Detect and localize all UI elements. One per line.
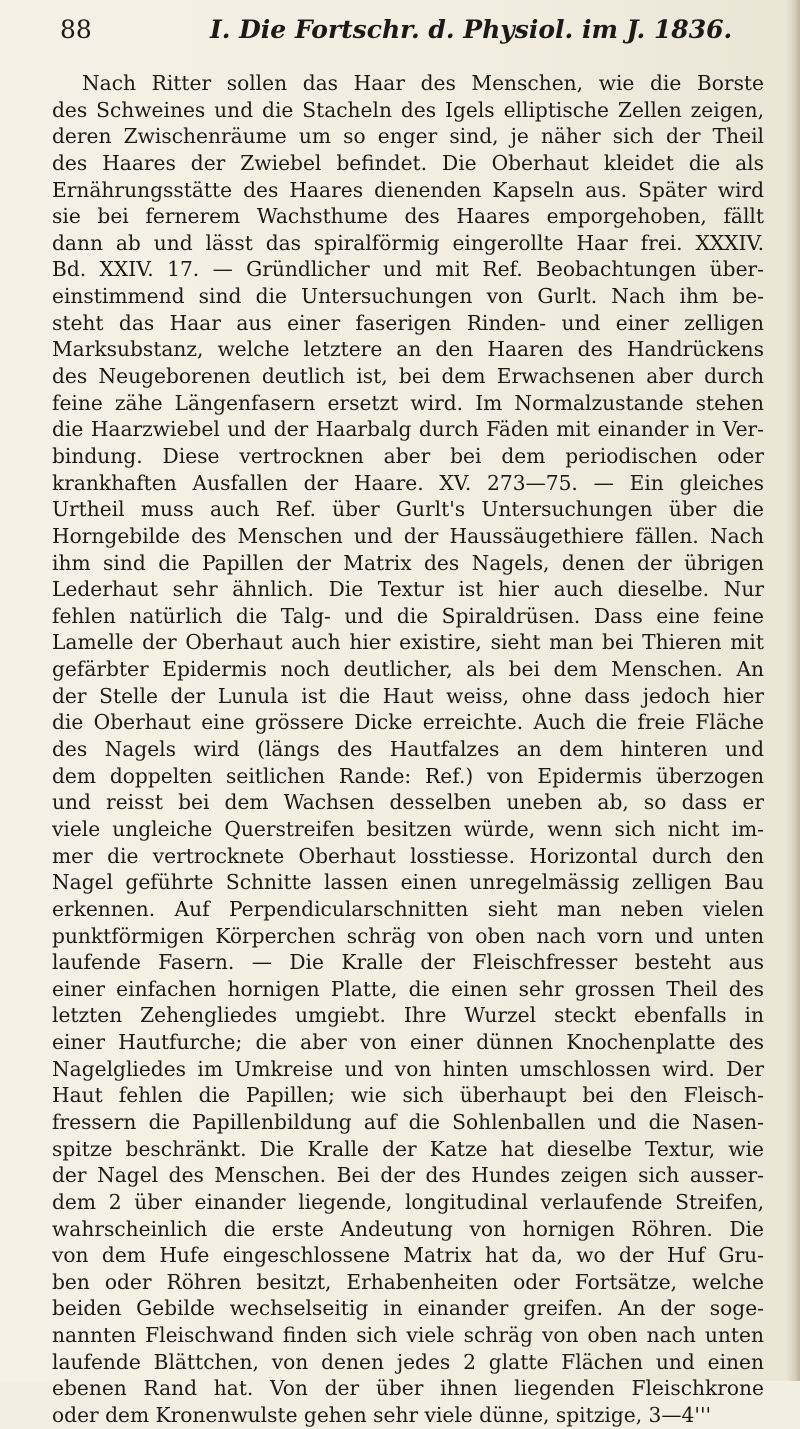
- text-line: dem doppelten seitlichen Rande: Ref.) von Epidermis überzogen: [52, 763, 764, 788]
- text-line: letzten Zehengliedes umgiebt. Ihre Wurzel steckt ebenfalls in: [52, 1003, 764, 1028]
- page-header: [60, 10, 760, 50]
- text-line: Urtheil muss auch Ref. über Gurlt's Untersuchungen über die: [52, 497, 764, 522]
- text-line: gefärbter Epidermis noch deutlicher, als bei dem Menschen. An: [52, 657, 764, 682]
- text-line: des Haares der Zwiebel befindet. Die Oberhaut kleidet die als: [52, 150, 764, 175]
- text-line: erkennen. Auf Perpendicularschnitten sieht man neben vielen: [52, 896, 764, 921]
- text-line: Nagelgliedes im Umkreise und von hinten umschlossen wird. Der: [52, 1056, 764, 1081]
- page-edge-shadow: [786, 0, 800, 1381]
- text-line: ebenen Rand hat. Von der über ihnen liegenden Fleischkrone: [52, 1376, 764, 1401]
- text-line: feine zähe Längenfasern ersetzt wird. Im Normalzustande stehen: [52, 390, 764, 415]
- text-line: fressern die Papillenbildung auf die Sohlenballen und die Nasen-: [52, 1109, 764, 1134]
- text-line: Lederhaut sehr ähnlich. Die Textur ist hier auch dieselbe. Nur: [52, 577, 764, 602]
- text-line: steht das Haar aus einer faserigen Rinden- und einer zelligen: [52, 310, 764, 335]
- text-line: einstimmend sind die Untersuchungen von Gurlt. Nach ihm be-: [52, 284, 764, 309]
- text-line: dann ab und lässt das spiralförmig eingerollte Haar frei. XXXIV.: [52, 230, 764, 255]
- text-line: punktförmigen Körperchen schräg von oben nach vorn und unten: [52, 923, 764, 948]
- text-line: spitze beschränkt. Die Kralle der Katze hat dieselbe Textur, wie: [52, 1136, 764, 1161]
- text-line: ben oder Röhren besitzt, Erhabenheiten oder Fortsätze, welche: [52, 1269, 764, 1294]
- text-line: Lamelle der Oberhaut auch hier existire, sieht man bei Thieren mit: [52, 630, 764, 655]
- text-line: die Oberhaut eine grössere Dicke erreichte. Auch die freie Fläche: [52, 710, 764, 735]
- text-line: fehlen natürlich die Talg- und die Spiraldrüsen. Dass eine feine: [52, 603, 764, 628]
- text-line: einer einfachen hornigen Platte, die einen sehr grossen Theil des: [52, 976, 764, 1001]
- text-line: und reisst bei dem Wachsen desselben uneben ab, so dass er: [52, 790, 764, 815]
- text-line: oder dem Kronenwulste gehen sehr viele dünne, spitzige, 3—4''': [52, 1403, 712, 1428]
- text-line: der Nagel des Menschen. Bei der des Hundes zeigen sich ausser-: [52, 1163, 764, 1188]
- text-line: mer die vertrocknete Oberhaut losstiesse. Horizontal durch den: [52, 843, 764, 868]
- text-line: deren Zwischenräume um so enger sind, je näher sich der Theil: [52, 124, 764, 149]
- text-line: laufende Blättchen, von denen jedes 2 glatte Flächen und einen: [52, 1349, 764, 1374]
- text-line: des Nagels wird (längs des Hautfalzes an dem hinteren und: [52, 737, 764, 762]
- text-line: Nagel geführte Schnitte lassen einen unregelmässig zelligen Bau: [52, 870, 764, 895]
- text-line: beiden Gebilde wechselseitig in einander greifen. An der soge-: [52, 1296, 764, 1321]
- text-line: bindung. Diese vertrocknen aber bei dem periodischen oder: [52, 443, 764, 468]
- text-line: ihm sind die Papillen der Matrix des Nagels, denen der übrigen: [52, 550, 764, 575]
- text-line: einer Hautfurche; die aber von einer dünnen Knochenplatte des: [52, 1030, 764, 1055]
- text-line: krankhaften Ausfallen der Haare. XV. 273—75. — Ein gleiches: [52, 470, 764, 495]
- text-line: sie bei fernerem Wachsthume des Haares emporgehoben, fällt: [52, 204, 764, 229]
- text-line: viele ungleiche Querstreifen besitzen würde, wenn sich nicht im-: [52, 816, 764, 841]
- running-title: I. Die Fortschr. d. Physiol. im J. 1836.: [210, 15, 733, 44]
- text-line: nannten Fleischwand finden sich viele schräg von oben nach unten: [52, 1323, 764, 1348]
- text-line: Ernährungsstätte des Haares dienenden Kapseln aus. Später wird: [52, 177, 764, 202]
- text-line: Horngebilde des Menschen und der Haussäugethiere fällen. Nach: [52, 523, 764, 548]
- body-paragraph: [52, 70, 764, 1429]
- text-line: wahrscheinlich die erste Andeutung von hornigen Röhren. Die: [52, 1216, 764, 1241]
- text-line: Nach Ritter sollen das Haar des Menschen, wie die Borste: [82, 71, 764, 95]
- text-line: von dem Hufe eingeschlossene Matrix hat da, wo der Huf Gru-: [52, 1243, 764, 1268]
- text-line: Haut fehlen die Papillen; wie sich überhaupt bei den Fleisch-: [52, 1083, 764, 1108]
- text-line: die Haarzwiebel und der Haarbalg durch Fäden mit einander in Ver-: [52, 417, 764, 442]
- text-line: laufende Fasern. — Die Kralle der Fleischfresser besteht aus: [52, 950, 764, 975]
- page-number: 88: [60, 15, 92, 44]
- text-line: Bd. XXIV. 17. — Gründlicher und mit Ref. Beobachtungen über-: [52, 257, 764, 282]
- text-line: des Neugeborenen deutlich ist, bei dem Erwachsenen aber durch: [52, 364, 764, 389]
- text-line: Marksubstanz, welche letztere an den Haaren des Handrückens: [52, 337, 764, 362]
- text-line: des Schweines und die Stacheln des Igels elliptische Zellen zeigen,: [52, 97, 764, 122]
- text-line: dem 2 über einander liegende, longitudinal verlaufende Streifen,: [52, 1189, 764, 1214]
- text-line: der Stelle der Lunula ist die Haut weiss, ohne dass jedoch hier: [52, 683, 764, 708]
